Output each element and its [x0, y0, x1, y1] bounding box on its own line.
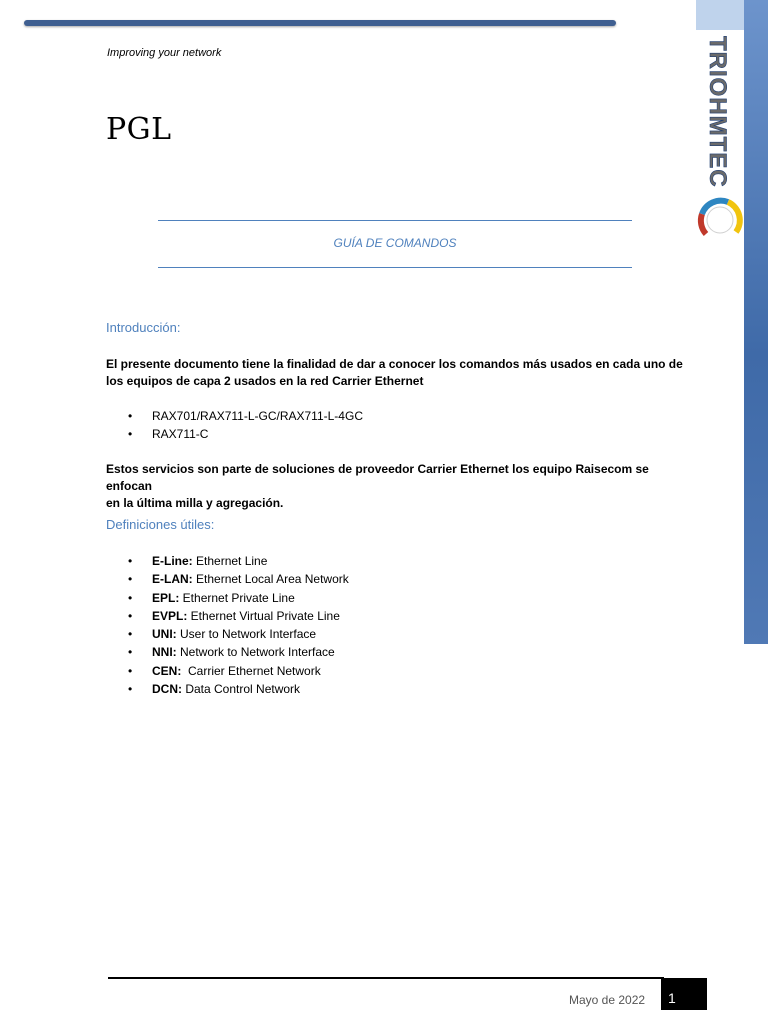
- list-item: [128, 552, 349, 570]
- definition-text: Ethernet Local Area Network: [192, 572, 349, 587]
- definition-term: UNI:: [152, 627, 177, 642]
- model-name: RAX701/RAX711-L-GC/RAX711-L-4GC: [152, 409, 363, 423]
- definition-term: EVPL:: [152, 608, 188, 623]
- list-item: [128, 570, 349, 588]
- list-item: [128, 607, 349, 625]
- footer-rule: [108, 977, 664, 979]
- tagline: Improving your network: [107, 47, 222, 59]
- header-rule-bar: [24, 20, 616, 26]
- subtitle-top-rule: [158, 220, 632, 221]
- list-item: [128, 407, 363, 425]
- definition-text: Ethernet Line: [192, 554, 268, 568]
- definition-term: NNI:: [152, 645, 177, 660]
- footer-date: Mayo de 2022: [569, 993, 646, 1007]
- definition-term: CEN:: [152, 663, 182, 678]
- triohmtec-logo: [696, 30, 744, 250]
- bullet: •: [128, 409, 133, 423]
- definition-term: DCN:: [152, 682, 182, 697]
- definition-term: E-Line:: [152, 554, 193, 568]
- list-item: [128, 425, 363, 443]
- document-subtitle: GUÍA DE COMANDOS: [333, 236, 457, 250]
- bullet: •: [128, 682, 133, 697]
- side-panel-blue: [744, 0, 768, 644]
- subtitle-bottom-rule: [158, 267, 632, 268]
- bullet: •: [128, 645, 133, 660]
- definition-text: Ethernet Private Line: [179, 590, 295, 605]
- services-line: Estos servicios son parte de soluciones de proveedor Carrier Ethernet los equipo Raisecom se enfocan: [106, 462, 649, 493]
- definition-text: Data Control Network: [182, 682, 301, 697]
- bullet: •: [128, 572, 133, 587]
- definitions-list: [128, 552, 349, 698]
- intro-heading: Introducción:: [106, 320, 181, 335]
- definition-term: E-LAN:: [152, 572, 193, 587]
- page-number-box: [661, 978, 707, 1010]
- models-list: [128, 407, 363, 444]
- intro-paragraph: El presente documento tiene la finalidad de dar a conocer los comandos más usados en cada uno de los equipos de capa 2 usados en la red Carrier Ethernet: [106, 357, 683, 388]
- services-line: en la última milla y agregación.: [106, 496, 284, 510]
- bullet: •: [128, 427, 133, 442]
- definitions-heading: Definiciones útiles:: [106, 517, 215, 532]
- list-item: [128, 589, 349, 607]
- services-paragraph: [106, 461, 696, 512]
- model-name: RAX711-C: [152, 427, 209, 442]
- list-item: [128, 643, 349, 661]
- document-title: PGL: [106, 112, 172, 147]
- definition-text: Carrier Ethernet Network: [181, 663, 321, 678]
- list-item: [128, 680, 349, 698]
- bullet: •: [128, 627, 133, 642]
- bullet: •: [128, 554, 133, 568]
- side-panel-light: [696, 0, 744, 30]
- definition-term: EPL:: [152, 590, 180, 605]
- list-item: [128, 662, 349, 680]
- bullet: •: [128, 663, 133, 678]
- logo-text: TRIOHMTEC: [704, 36, 731, 188]
- page-number: 1: [668, 990, 676, 1006]
- bullet: •: [128, 590, 133, 605]
- definition-text: User to Network Interface: [176, 627, 317, 642]
- bullet: •: [128, 608, 133, 623]
- list-item: [128, 625, 349, 643]
- definition-text: Ethernet Virtual Private Line: [187, 608, 340, 623]
- definition-text: Network to Network Interface: [176, 645, 335, 660]
